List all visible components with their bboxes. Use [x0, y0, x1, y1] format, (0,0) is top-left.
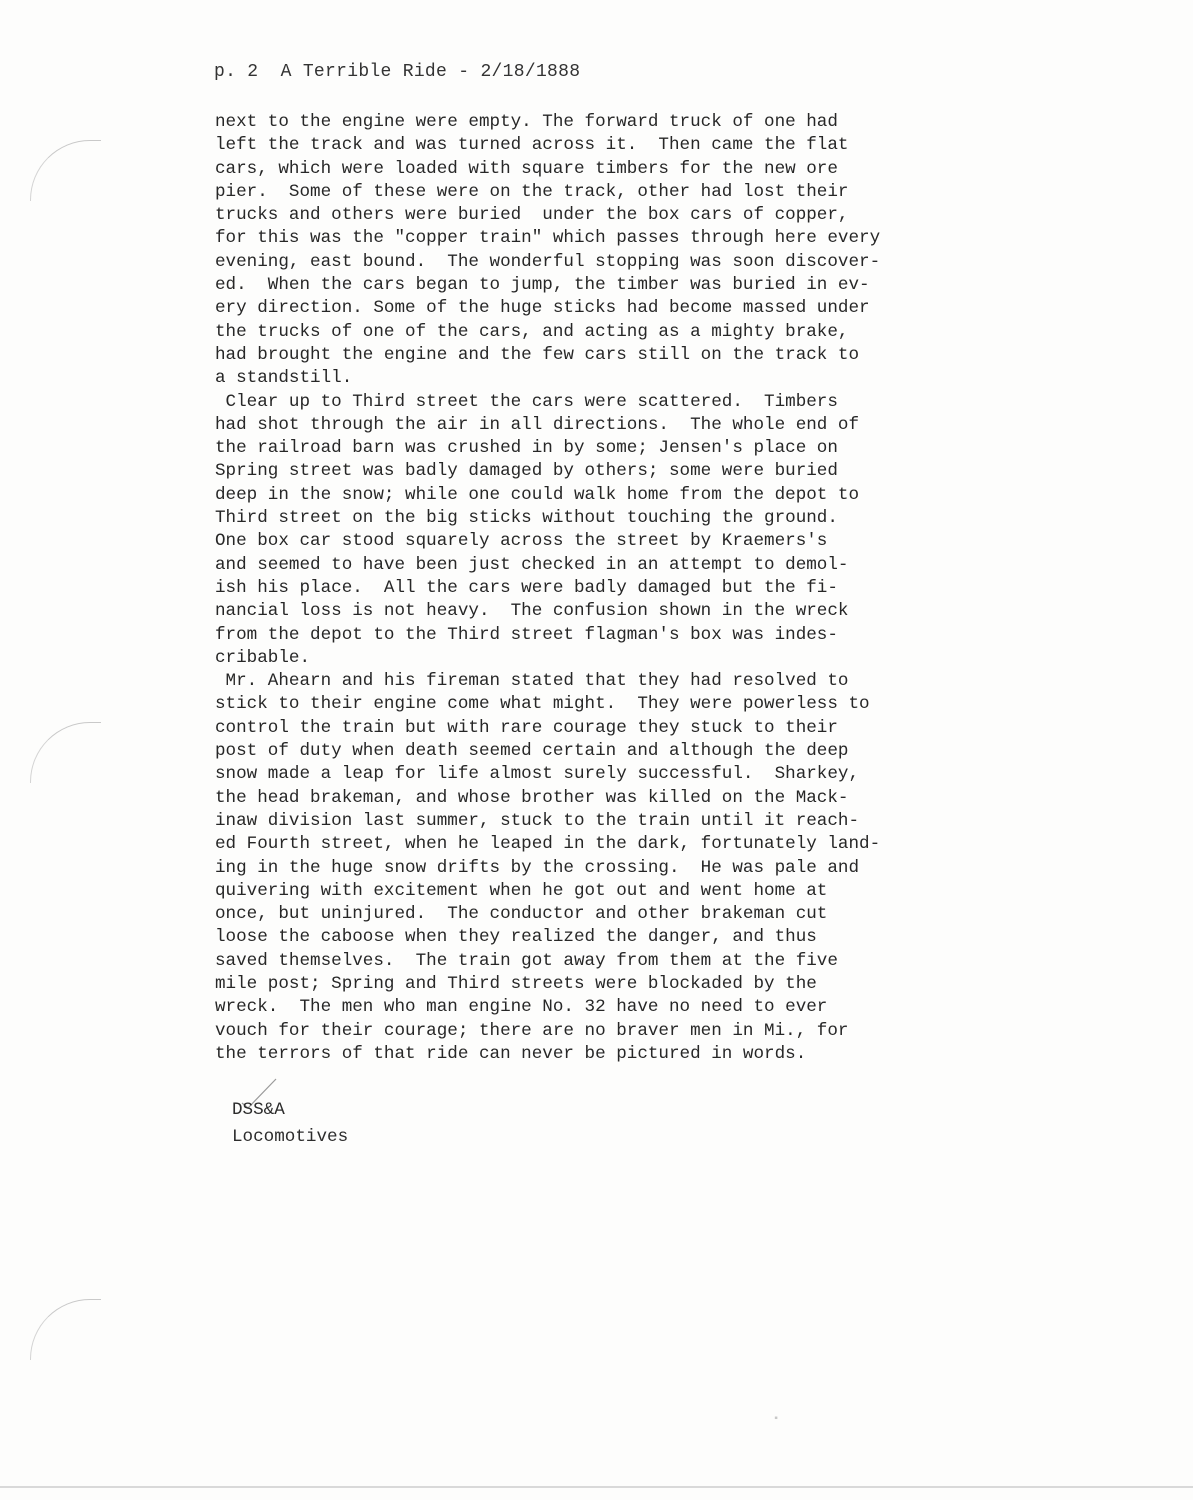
text-line: trucks and others were buried under the box cars of copper, [215, 205, 849, 226]
text-line: mile post; Spring and Third streets were blockaded by the [215, 973, 817, 994]
article-body [215, 111, 935, 1066]
text-line: loose the caboose when they realized the danger, and thus [215, 927, 817, 948]
text-line: had brought the engine and the few cars still on the track to [215, 344, 860, 365]
text-line: evening, east bound. The wonderful stopping was soon discover- [215, 251, 881, 272]
text-line: ing in the huge snow drifts by the crossing. He was pale and [215, 857, 860, 878]
text-line: One box car stood squarely across the street by Kraemers's [215, 531, 828, 552]
page-header: p. 2 A Terrible Ride - 2/18/1888 [214, 62, 581, 82]
text-line: deep in the snow; while one could walk home from the depot to [215, 484, 860, 505]
text-line: inaw division last summer, stuck to the train until it reach- [215, 810, 860, 831]
text-line: ish his place. All the cars were badly damaged but the fi- [215, 577, 838, 598]
text-line: the terrors of that ride can never be pictured in words. [215, 1043, 807, 1064]
text-line: pier. Some of these were on the track, other had lost their [215, 181, 849, 202]
text-line: next to the engine were empty. The forward truck of one had [215, 112, 838, 132]
text-line: the head brakeman, and whose brother was killed on the Mack- [215, 787, 849, 808]
text-line: Third street on the big sticks without touching the ground. [215, 508, 838, 529]
text-line: once, but uninjured. The conductor and other brakeman cut [215, 904, 828, 925]
text-line: had shot through the air in all directions. The whole end of [215, 414, 860, 435]
punch-hole-mark [30, 1299, 101, 1360]
text-line: cribable. [215, 647, 311, 668]
punch-hole-mark [30, 722, 101, 783]
text-line: ery direction. Some of the huge sticks had become massed under [215, 298, 870, 319]
text-line: stick to their engine come what might. They were powerless to [215, 694, 870, 715]
text-line: snow made a leap for life almost surely successful. Sharkey, [215, 764, 860, 785]
text-line: saved themselves. The train got away from them at the five [215, 950, 838, 971]
footer-line: Locomotives [232, 1127, 349, 1147]
text-line: the railroad barn was crushed in by some; Jensen's place on [215, 438, 838, 459]
text-line: Spring street was badly damaged by others; some were buried [215, 461, 838, 482]
text-line: ed Fourth street, when he leaped in the dark, fortunately land- [215, 834, 881, 855]
text-line: cars, which were loaded with square timbers for the new ore [215, 158, 838, 179]
footer-line: DSS&A [232, 1100, 285, 1120]
text-line: ed. When the cars began to jump, the timber was buried in ev- [215, 275, 870, 296]
text-line: the trucks of one of the cars, and acting as a mighty brake, [215, 321, 849, 342]
text-line: control the train but with rare courage they stuck to their [215, 717, 838, 738]
punch-hole-mark [30, 140, 101, 201]
scan-speck: ▪ [773, 1414, 780, 1425]
subject-tags [232, 1097, 348, 1151]
text-line: vouch for their courage; there are no braver men in Mi., for [215, 1020, 849, 1041]
text-line: Clear up to Third street the cars were scattered. Timbers [215, 391, 838, 412]
text-line: for this was the "copper train" which passes through here every [215, 228, 881, 249]
text-line: and seemed to have been just checked in an attempt to demol- [215, 554, 849, 575]
scan-edge-line [0, 1486, 1193, 1488]
text-line: from the depot to the Third street flagman's box was indes- [215, 624, 838, 645]
text-line: left the track and was turned across it. Then came the flat [215, 135, 849, 156]
text-line: nancial loss is not heavy. The confusion shown in the wreck [215, 601, 849, 622]
text-line: Mr. Ahearn and his fireman stated that they had resolved to [215, 671, 849, 692]
text-line: quivering with excitement when he got out and went home at [215, 880, 828, 901]
text-line: post of duty when death seemed certain and although the deep [215, 741, 849, 762]
text-line: a standstill. [215, 368, 353, 389]
text-line: wreck. The men who man engine No. 32 have no need to ever [215, 997, 828, 1018]
